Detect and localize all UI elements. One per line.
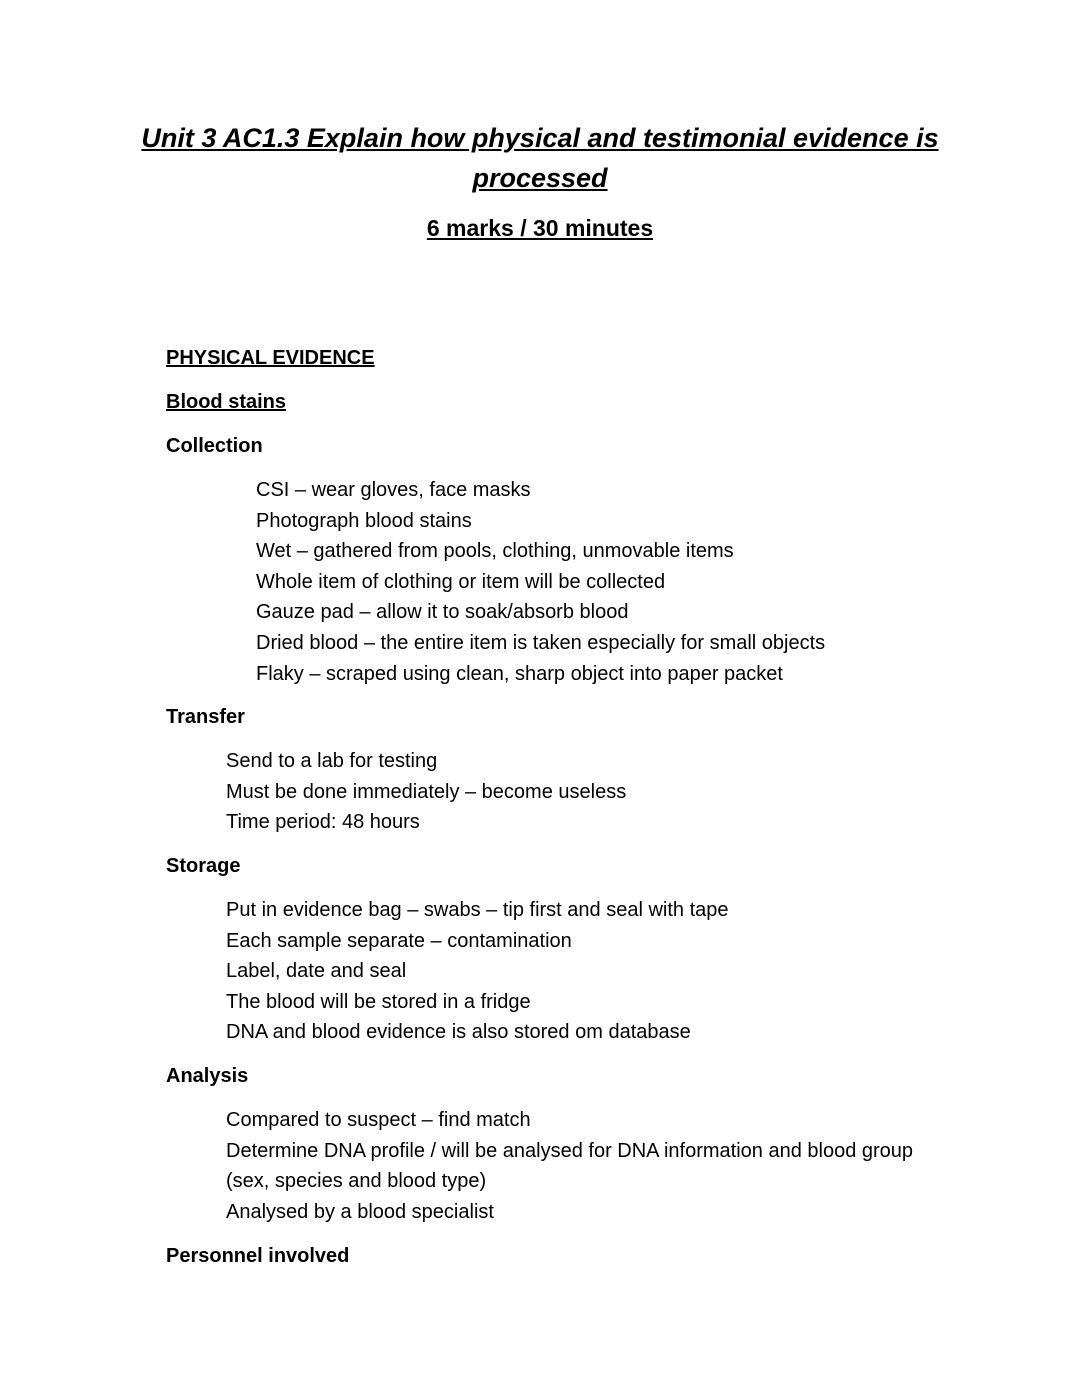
collection-list	[256, 475, 825, 689]
list-item: Time period: 48 hours	[226, 811, 420, 834]
list-item: Wet – gathered from pools, clothing, unmovable items	[256, 540, 734, 563]
list-item: Compared to suspect – find match	[226, 1109, 531, 1131]
list-item: Flaky – scraped using clean, sharp object into paper packet	[256, 662, 783, 685]
list-item: Must be done immediately – become useless	[226, 780, 627, 803]
list-item: Send to a lab for testing	[226, 750, 438, 772]
list-item: The blood will be stored in a fridge	[226, 990, 531, 1013]
list-item: Determine DNA profile / will be analysed for DNA information and blood group (sex, species and blood type)	[226, 1139, 914, 1193]
list-item: Photograph blood stains	[256, 509, 472, 532]
transfer-list	[226, 746, 626, 838]
list-item: Each sample separate – contamination	[226, 929, 572, 952]
list-item: CSI – wear gloves, face masks	[256, 479, 531, 501]
heading-collection: Collection	[166, 435, 263, 457]
section-heading-physical-evidence: PHYSICAL EVIDENCE	[166, 347, 375, 369]
topic-heading-blood-stains: Blood stains	[166, 391, 287, 413]
list-item: Analysed by a blood specialist	[226, 1200, 494, 1223]
heading-analysis: Analysis	[166, 1065, 249, 1087]
list-item: Dried blood – the entire item is taken especially for small objects	[256, 631, 826, 654]
list-item: Gauze pad – allow it to soak/absorb blood	[256, 601, 629, 624]
document-title: Unit 3 AC1.3 Explain how physical and testimonial evidence is processed	[141, 123, 939, 193]
analysis-list	[226, 1105, 926, 1227]
list-item: Label, date and seal	[226, 960, 407, 983]
list-item: Put in evidence bag – swabs – tip first and seal with tape	[226, 899, 729, 921]
list-item: DNA and blood evidence is also stored om database	[226, 1021, 691, 1044]
storage-list	[226, 895, 729, 1048]
heading-personnel-involved: Personnel involved	[166, 1245, 350, 1267]
document-subtitle: 6 marks / 30 minutes	[426, 215, 654, 241]
heading-storage: Storage	[166, 855, 241, 877]
list-item: Whole item of clothing or item will be collected	[256, 570, 666, 593]
heading-transfer: Transfer	[166, 706, 245, 728]
